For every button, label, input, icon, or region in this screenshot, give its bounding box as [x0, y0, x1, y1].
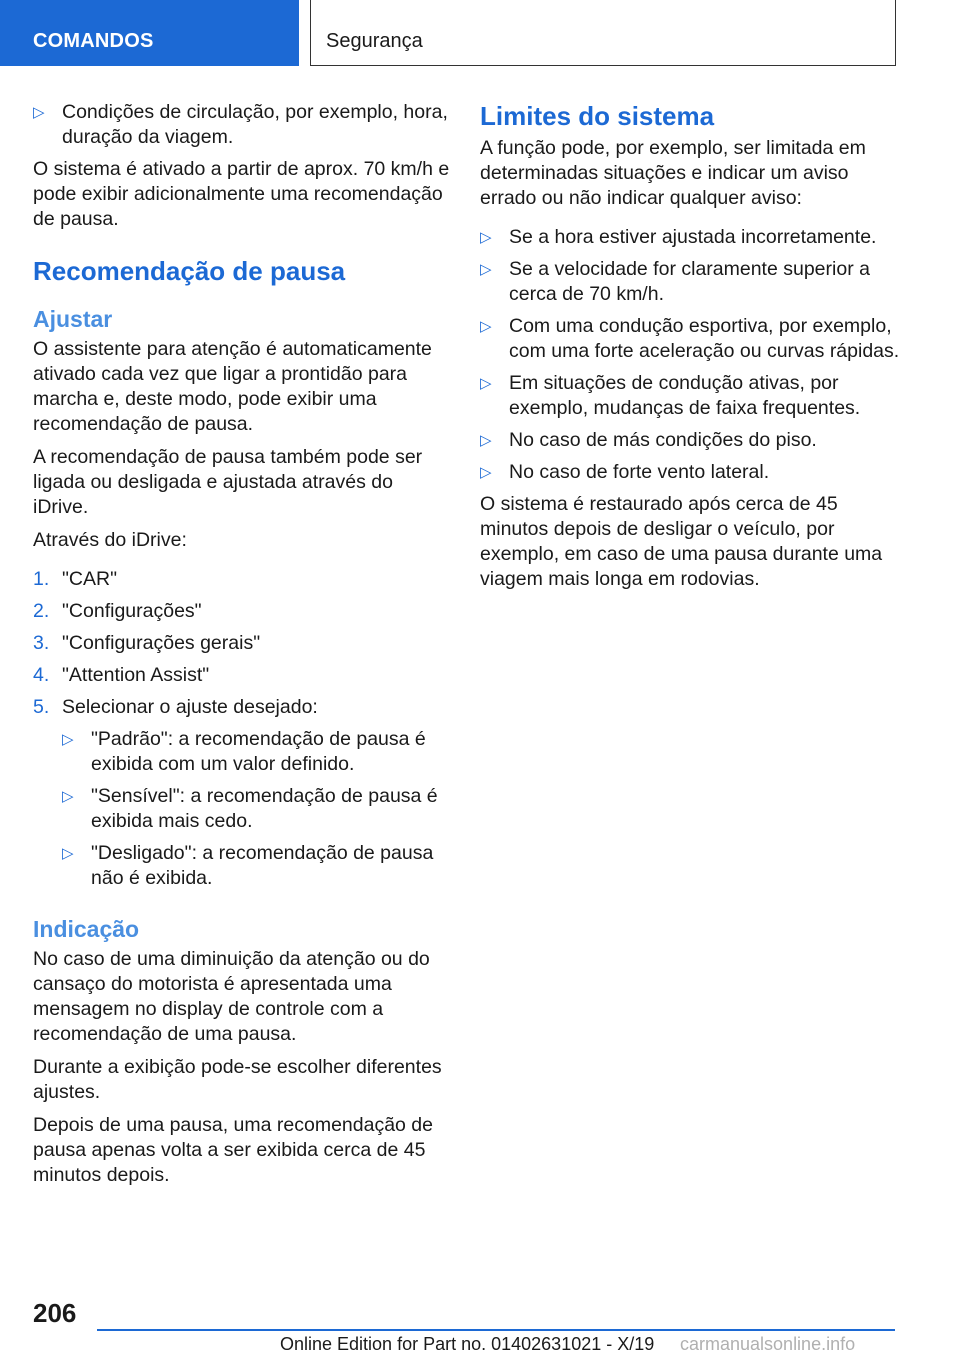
heading-main: Recomendação de pausa [33, 256, 346, 286]
chapter-label: COMANDOS [33, 30, 154, 52]
paragraph: Através do iDrive: [33, 529, 187, 551]
triangle-bullet-icon: ▷ [62, 788, 74, 805]
right-column [480, 100, 900, 600]
list-item: ▷ "Sensível": a recomendação de pausa é exibida mais cedo. [62, 785, 438, 832]
list-item: 4. "Attention Assist" [33, 664, 210, 686]
list-item: 2. "Configurações" [33, 600, 202, 622]
list-item: 5. Selecionar o ajuste desejado: [33, 696, 318, 718]
list-item: ▷ Condições de circulação, por exemplo, hora, duração da viagem. [33, 101, 448, 148]
steps-list [33, 567, 453, 720]
triangle-bullet-icon: ▷ [480, 261, 492, 278]
heading-indicacao: Indicação [33, 916, 140, 942]
triangle-bullet-icon: ▷ [480, 318, 492, 335]
page-header [0, 0, 960, 66]
list-item: 3. "Configurações gerais" [33, 632, 261, 654]
paragraph: O sistema é ativado a partir de aprox. 70 km/h e pode exibir adicionalmente uma recomendação de pausa. [33, 158, 450, 230]
list-item: ▷ Com uma condução esportiva, por exemplo, com uma forte aceleração ou curvas rápidas. [480, 315, 900, 362]
paragraph: A recomendação de pausa também pode ser ligada ou desligada e ajustada através do iDrive. [33, 446, 423, 518]
paragraph: Durante a exibição pode-se escolher diferentes ajustes. [33, 1056, 442, 1103]
list-item: ▷ Em situações de condução ativas, por exemplo, mudanças de faixa frequentes. [480, 372, 861, 419]
footer-divider [97, 1329, 895, 1331]
page-number: 206 [33, 1298, 77, 1328]
list-item: ▷ "Desligado": a recomendação de pausa não é exibida. [62, 842, 434, 889]
paragraph: O sistema é restaurado após cerca de 45 minutos depois de desligar o veículo, por exemplo, em caso de uma pausa durante uma viagem mais longa em rodovias. [480, 493, 883, 590]
section-label: Segurança [326, 30, 423, 52]
list-item: ▷ Se a velocidade for claramente superior a cerca de 70 km/h. [480, 258, 870, 305]
list-item: ▷ No caso de más condições do piso. [480, 429, 817, 451]
list-item: ▷ No caso de forte vento lateral. [480, 461, 770, 483]
triangle-bullet-icon: ▷ [62, 731, 74, 748]
paragraph: O assistente para atenção é automaticamente ativado cada vez que ligar a prontidão para marcha e, deste modo, pode exibir uma recomendação de pausa. [33, 338, 432, 435]
edition-text: Online Edition for Part no. 01402631021 - X/19 [280, 1334, 655, 1354]
triangle-bullet-icon: ▷ [480, 375, 492, 392]
options-list [62, 727, 453, 891]
list-item: ▷ Se a hora estiver ajustada incorretamente. [480, 226, 877, 248]
triangle-bullet-icon: ▷ [480, 229, 492, 246]
paragraph: Depois de uma pausa, uma recomendação de pausa apenas volta a ser exibida cerca de 45 minutos depois. [33, 1114, 433, 1186]
triangle-bullet-icon: ▷ [480, 432, 492, 449]
list-item: 1. "CAR" [33, 568, 118, 590]
triangle-bullet-icon: ▷ [33, 104, 45, 121]
triangle-bullet-icon: ▷ [480, 464, 492, 481]
paragraph: A função pode, por exemplo, ser limitada em determinadas situações e indicar um aviso errado ou não indicar qualquer aviso: [480, 137, 866, 209]
left-column [33, 100, 453, 1196]
heading-ajustar: Ajustar [33, 306, 113, 332]
limits-list [480, 225, 900, 485]
list-item: ▷ "Padrão": a recomendação de pausa é exibida com um valor definido. [62, 728, 426, 775]
triangle-bullet-icon: ▷ [62, 845, 74, 862]
paragraph: No caso de uma diminuição da atenção ou do cansaço do motorista é apresentada uma mensagem no display de controle com a recomendação de uma pausa. [33, 948, 430, 1045]
heading-limites: Limites do sistema [480, 101, 715, 131]
section-box [310, 0, 896, 66]
chapter-tab [0, 0, 299, 66]
watermark: carmanualsonline.info [680, 1334, 856, 1354]
